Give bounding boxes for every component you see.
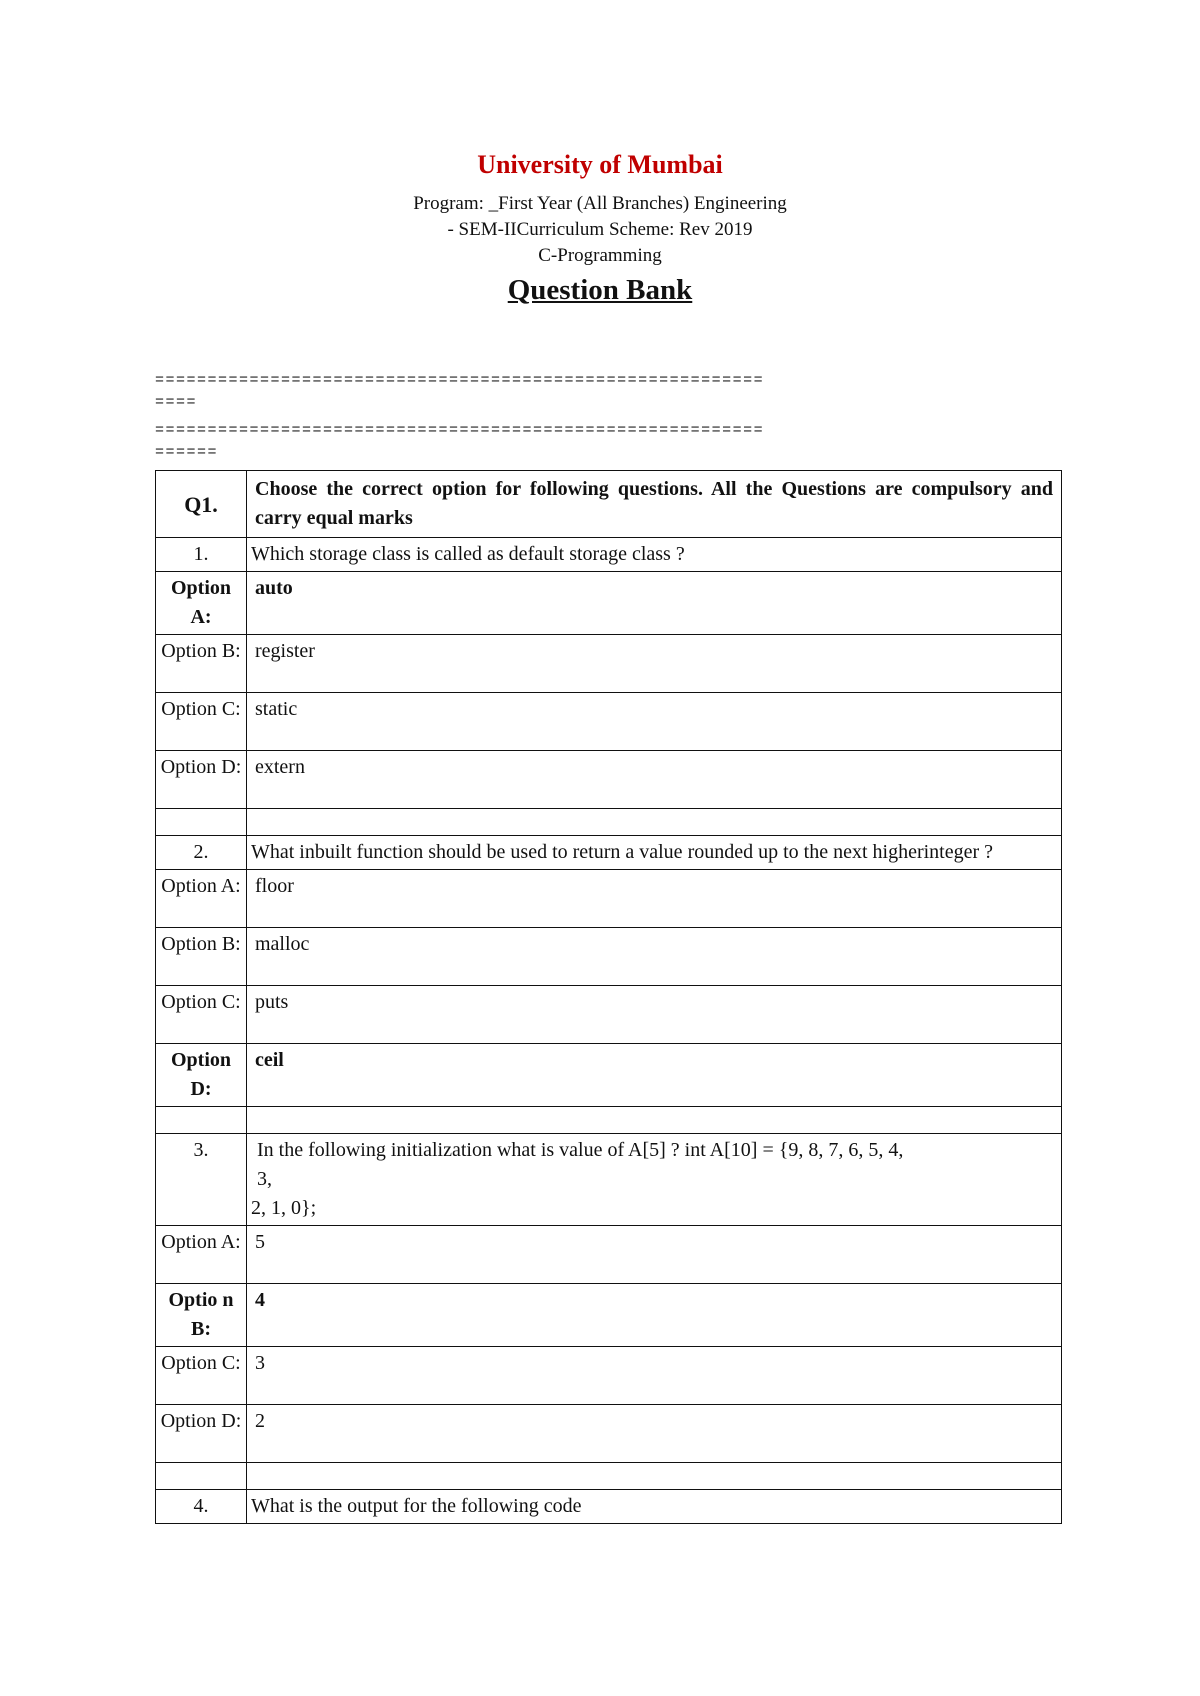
- question-text-line: 2, 1, 0};: [251, 1197, 317, 1219]
- question-text: What is the output for the following code: [247, 1490, 1062, 1524]
- option-text: extern: [247, 751, 1062, 809]
- scheme-line: - SEM-IICurriculum Scheme: Rev 2019: [447, 219, 753, 240]
- spacer-cell: [247, 1463, 1062, 1490]
- spacer-cell: [156, 1107, 247, 1134]
- q1-instruction: Choose the correct option for following questions. All the Questions are compulsory and carry equal marks: [247, 471, 1062, 538]
- option-text: 3: [247, 1347, 1062, 1405]
- option-label: Option A:: [156, 572, 247, 635]
- option-label: Option D:: [156, 1405, 247, 1463]
- option-text: malloc: [247, 928, 1062, 986]
- option-row: [156, 572, 1062, 635]
- option-row: [156, 1284, 1062, 1347]
- option-text: 2: [247, 1405, 1062, 1463]
- question-number: 4.: [156, 1490, 247, 1524]
- option-row: [156, 1226, 1062, 1284]
- question-number: 3.: [156, 1134, 247, 1226]
- program-line: Program: _First Year (All Branches) Engineering: [413, 193, 787, 214]
- spacer-row: [156, 809, 1062, 836]
- option-label: Option C:: [156, 1347, 247, 1405]
- option-text: auto: [247, 572, 1062, 635]
- option-label: Optio n B:: [156, 1284, 247, 1347]
- spacer-row: [156, 1107, 1062, 1134]
- option-text: ceil: [247, 1044, 1062, 1107]
- question-text-line: 3,: [257, 1168, 272, 1190]
- question-text: Which storage class is called as default storage class ?: [247, 538, 1062, 572]
- spacer-row: [156, 1463, 1062, 1490]
- option-row: [156, 870, 1062, 928]
- spacer-cell: [156, 809, 247, 836]
- spacer-cell: [247, 809, 1062, 836]
- separator-line: ==========================================================: [155, 372, 765, 389]
- question-number: 2.: [156, 836, 247, 870]
- question-table: [155, 470, 1062, 1524]
- option-label: Option D:: [156, 1044, 247, 1107]
- question-row: [156, 1134, 1062, 1226]
- course-line: C-Programming: [538, 245, 662, 266]
- question-row: [156, 1490, 1062, 1524]
- option-label: Option A:: [156, 1226, 247, 1284]
- q1-header-row: [156, 471, 1062, 538]
- university-name: University of Mumbai: [477, 150, 723, 179]
- option-row: [156, 1405, 1062, 1463]
- question-text-line: In the following initialization what is value of A[5] ? int A[10] = {9, 8, 7, 6, 5, 4,: [257, 1139, 904, 1161]
- option-text: static: [247, 693, 1062, 751]
- option-row: [156, 693, 1062, 751]
- question-text: What inbuilt function should be used to return a value rounded up to the next higherinteger ?: [247, 836, 1062, 870]
- option-label: Option B:: [156, 928, 247, 986]
- separator-line: ======: [155, 444, 219, 461]
- option-row: [156, 1347, 1062, 1405]
- option-text: puts: [247, 986, 1062, 1044]
- option-row: [156, 1044, 1062, 1107]
- option-label: Option C:: [156, 693, 247, 751]
- question-row: [156, 538, 1062, 572]
- option-label: Option C:: [156, 986, 247, 1044]
- option-row: [156, 751, 1062, 809]
- option-label: Option A:: [156, 870, 247, 928]
- option-text: 4: [247, 1284, 1062, 1347]
- spacer-cell: [247, 1107, 1062, 1134]
- option-label: Option B:: [156, 635, 247, 693]
- q1-label: Q1.: [156, 471, 247, 538]
- option-label: Option D:: [156, 751, 247, 809]
- option-text: register: [247, 635, 1062, 693]
- option-text: floor: [247, 870, 1062, 928]
- option-text: 5: [247, 1226, 1062, 1284]
- separator-line: ==========================================================: [155, 422, 765, 439]
- spacer-cell: [156, 1463, 247, 1490]
- option-row: [156, 928, 1062, 986]
- option-row: [156, 635, 1062, 693]
- page-title: Question Bank: [507, 274, 693, 306]
- question-number: 1.: [156, 538, 247, 572]
- question-row: [156, 836, 1062, 870]
- separator-line: ====: [155, 394, 198, 411]
- question-text: [247, 1134, 1062, 1226]
- option-row: [156, 986, 1062, 1044]
